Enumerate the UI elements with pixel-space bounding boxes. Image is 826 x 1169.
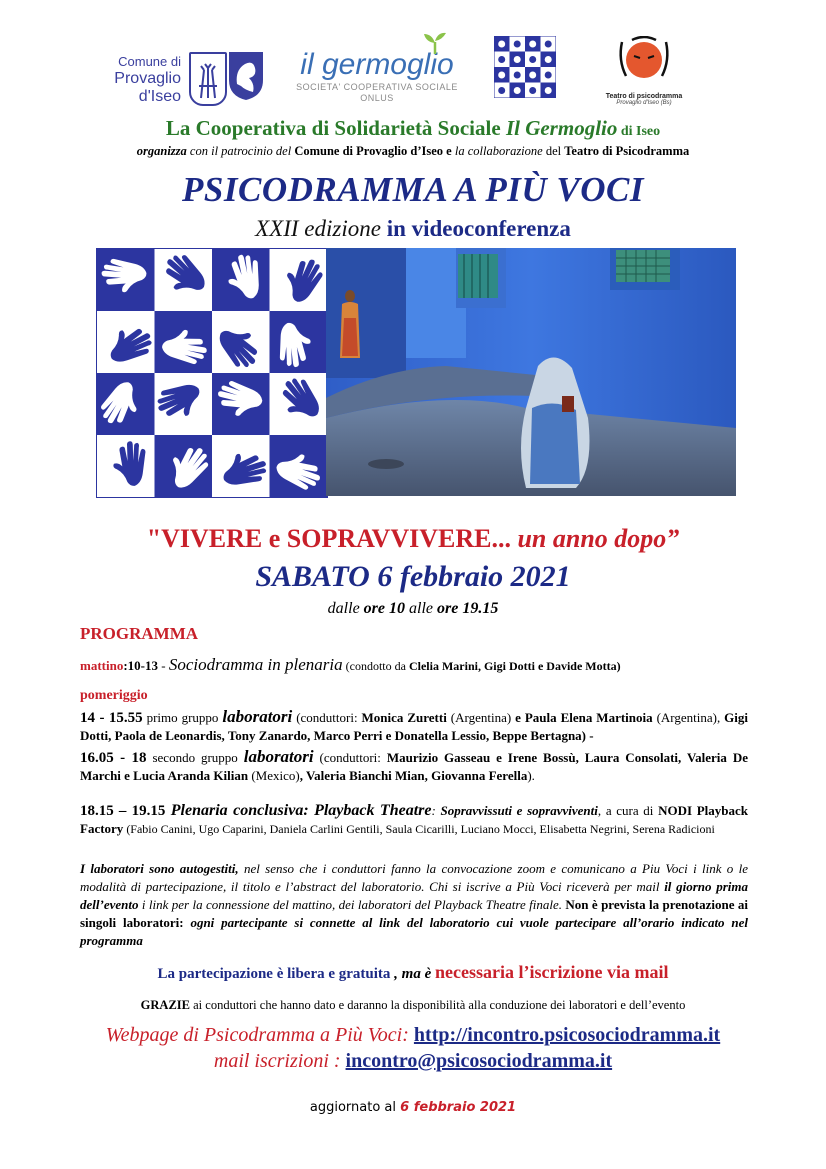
- g1-e: e Paula Elena Martinoia: [515, 710, 653, 725]
- mail-link[interactable]: incontro@psicosociodramma.it: [345, 1050, 613, 1072]
- germoglio-sub1: SOCIETA' COOPERATIVA SOCIALE: [296, 82, 458, 92]
- program-group1: [80, 708, 748, 745]
- webpage-label: Webpage di Psicodramma a Più Voci:: [105, 1024, 414, 1046]
- mail-label: mail iscrizioni :: [213, 1050, 346, 1072]
- g2-time: 16.05 - 18: [80, 750, 147, 766]
- thanks-a: GRAZIE: [140, 998, 190, 1012]
- morning-cond-b: Clelia Marini, Gigi Dotti e Davide Motta): [408, 659, 621, 673]
- notes-b: nel senso che i conduttori fanno la convocazione zoom e comunicano a Piu Voci i link o le modalità di partecipazione, il titolo e l’abstract del laboratorio. Chi si iscrive a Più Voci riceverà per mail: [80, 861, 749, 894]
- updated-line: [0, 1100, 826, 1115]
- subtitle-a: "VIVERE e SOPRAVVIVERE...: [146, 524, 518, 553]
- event-date: SABATO 6 febbraio 2021: [255, 560, 571, 593]
- thanks-b: ai conduttori che hanno dato e daranno la disponibilità alla conduzione dei laboratori e dell’evento: [190, 998, 686, 1012]
- notes-a: I laboratori sono autogestiti,: [80, 861, 239, 876]
- program-group2: [80, 748, 748, 785]
- g3-d: NODI Playback Factory: [80, 803, 748, 836]
- morning-time: :10-13: [123, 658, 159, 673]
- time-c: alle: [405, 600, 437, 617]
- sprout-icon: [422, 32, 448, 54]
- germoglio-logo: [282, 30, 472, 108]
- webpage-line: [0, 1024, 826, 1047]
- germoglio-sub2: ONLUS: [360, 93, 394, 103]
- notes-e: Non è prevista la prenotazione ai singoli laboratori:: [80, 897, 748, 930]
- program-afternoon-label: [80, 686, 748, 705]
- page-title: PSICODRAMMA A PIÙ VOCI: [182, 170, 644, 209]
- lion-shield-icon: [227, 50, 265, 102]
- thanks-line: [0, 998, 826, 1013]
- g1-a: primo gruppo: [142, 710, 223, 725]
- event-time: [0, 600, 826, 618]
- teatro-place: Provaglio d'Iseo (Bs): [616, 100, 672, 106]
- comune-logo: [103, 48, 263, 108]
- program-group3: [80, 802, 748, 838]
- g1-d: (Argentina): [446, 710, 516, 725]
- organizer-name: Il Germoglio: [505, 116, 618, 140]
- logo-bar: [0, 30, 826, 110]
- g2-b: (conduttori:: [313, 750, 387, 765]
- g3-c: , a cura di: [597, 803, 659, 818]
- updated-date: 6 febbraio 2021: [400, 1100, 517, 1115]
- mail-line: [0, 1050, 826, 1073]
- edition-a: XXII edizione: [255, 216, 387, 241]
- patronage-c: Comune di Provaglio d’Iseo e: [294, 144, 452, 158]
- g1-c: Monica Zuretti: [361, 710, 447, 725]
- time-a: dalle: [327, 600, 364, 617]
- g1-title: laboratori: [222, 707, 293, 726]
- comune-logo-text: [103, 54, 181, 106]
- notes-c: il giorno prima dell’evento: [80, 879, 748, 912]
- g2-d: (Mexico): [248, 768, 300, 783]
- notes-f: ogni partecipante si connette al link del laboratorio cui vuole partecipare all’orario indicato nel programma: [80, 915, 749, 948]
- edition-line: [0, 216, 826, 242]
- patronage-a: organizza: [136, 144, 187, 158]
- patronage-line: [0, 144, 826, 159]
- g3-title: Plenaria conclusiva: Playback Theatre: [165, 802, 432, 819]
- comune-line2: Provaglio: [114, 70, 181, 87]
- g3-b: Sopravvissuti e sopravviventi: [440, 803, 598, 818]
- g3-e: (Fabio Canini, Ugo Caparini, Daniela Carlini Gentili, Saula Cicarilli, Luciano Mocci, Elisabetta Negrini, Serena Radicioni: [123, 822, 715, 836]
- g2-f: ).: [527, 768, 535, 783]
- program-heading: PROGRAMMA: [80, 624, 199, 643]
- g3-time: 18.15 – 19.15: [80, 803, 166, 819]
- participation-a: La partecipazione è libera e gratuita: [157, 966, 391, 982]
- teatro-logo: [604, 36, 684, 116]
- hands-checkerboard-image: [96, 248, 328, 498]
- patronage-f: Teatro di Psicodramma: [564, 144, 690, 158]
- organizer-pre: La: [165, 116, 196, 140]
- germoglio-name: il germoglio: [300, 48, 454, 81]
- g1-f: (Argentina),: [652, 710, 725, 725]
- g3-a: :: [431, 803, 441, 818]
- g2-a: secondo gruppo: [146, 750, 244, 765]
- edition-b: in videoconferenza: [386, 216, 571, 241]
- organizer-line: [0, 116, 826, 141]
- updated-a: aggiornato al: [309, 1100, 401, 1115]
- participation-line: [0, 962, 826, 983]
- comune-line1: Comune di: [118, 54, 181, 69]
- event-subtitle: [0, 524, 826, 554]
- notes-paragraph: [80, 860, 748, 950]
- g2-c: Maurizio Gasseau e Irene Bossù, Laura Consolati, Valeria De Marchi e Lucia Aranda Kilian: [80, 750, 748, 783]
- notes-d: i link per la connessione del mattino, dei laboratori del Playback Theatre finale.: [138, 897, 566, 912]
- g2-e: , Valeria Bianchi Mian, Giovanna Ferella: [299, 768, 528, 783]
- morning-title: Sociodramma in plenaria: [168, 655, 343, 674]
- morning-dash: -: [158, 658, 169, 673]
- morning-cond-a: (condotto da: [342, 659, 409, 673]
- afternoon-label: pomeriggio: [80, 688, 148, 703]
- teatro-name: Teatro di psicodramma: [605, 93, 683, 100]
- patronage-d: la collaborazione: [451, 144, 543, 158]
- theatre-mask-icon: [616, 36, 672, 82]
- wheat-shield-icon: [189, 52, 227, 106]
- participation-b: , ma è: [390, 966, 435, 982]
- g1-g: Gigi Dotti, Paola de Leonardis, Tony Zanardo, Marco Perri e Donatella Lessio, Beppe Bertagna) -: [80, 710, 749, 743]
- g1-b: (conduttori:: [292, 710, 362, 725]
- morning-label: mattino: [80, 658, 124, 673]
- organizer-post: di Iseo: [617, 124, 661, 139]
- g2-title: laboratori: [243, 747, 314, 766]
- blue-city-photo: [326, 248, 736, 496]
- webpage-link[interactable]: http://incontro.psicosociodramma.it: [413, 1024, 721, 1046]
- patronage-b: con il patrocinio del: [186, 144, 295, 158]
- time-d: ore 19.15: [437, 600, 499, 617]
- subtitle-b: un anno dopo”: [517, 524, 680, 553]
- patronage-e: del: [542, 144, 565, 158]
- hands-grid-logo-icon: [494, 36, 556, 98]
- program-morning: [80, 656, 748, 675]
- comune-line3: d'Iseo: [138, 88, 181, 105]
- organizer-main: Cooperativa di Solidarietà Sociale: [195, 116, 506, 140]
- time-b: ore 10: [363, 600, 405, 617]
- participation-c: necessaria l’iscrizione via mail: [435, 962, 669, 982]
- g1-time: 14 - 15.55: [80, 710, 143, 726]
